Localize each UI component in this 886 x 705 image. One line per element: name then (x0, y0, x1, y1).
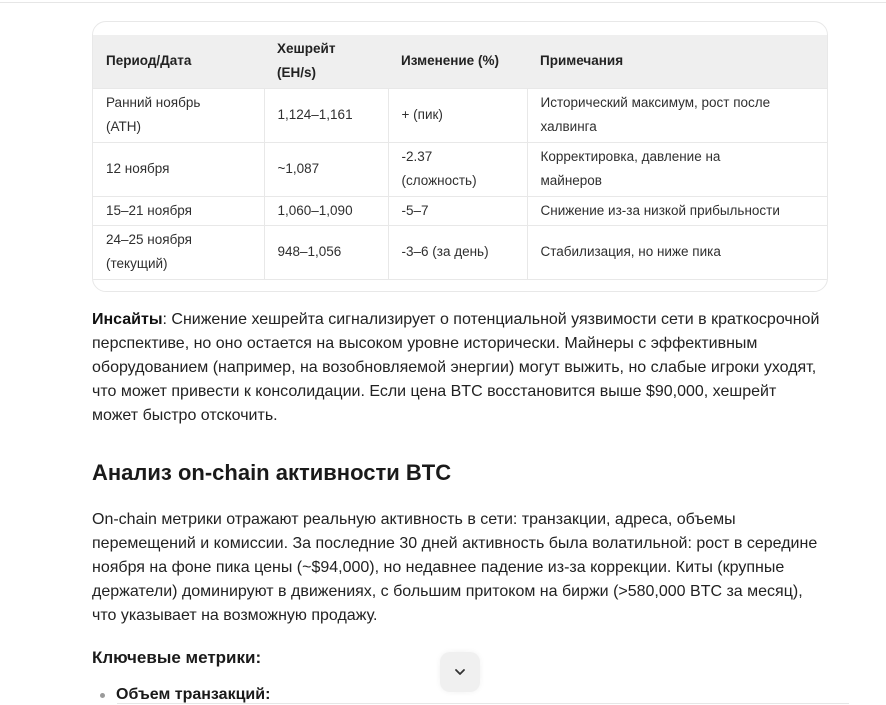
column-header-change: Изменение (%) (388, 35, 527, 88)
insights-text: : Снижение хешрейта сигнализирует о потенциальной уязвимости сети в краткосрочной перспективе, но оно остается на высоком уровне исторически. Майнеры с эффективным оборудованием (например, на возобновляемой энергии) могут выжить, но слабые игроки уходят, что может привести к консолидации. Если цена BTC восстановится выше $90,000, хешрейт может быстро отскочить. (92, 311, 820, 424)
cell-change (388, 142, 527, 196)
scroll-to-bottom-button[interactable] (440, 652, 480, 692)
cell-notes (527, 88, 828, 142)
section-heading: Анализ on-chain активности BTC (92, 460, 452, 485)
cell-notes: Снижение из-за низкой прибыльности (527, 196, 828, 225)
cell-change: -3–6 (за день) (388, 225, 527, 279)
cell-period (93, 88, 264, 142)
hashrate-table-card (92, 21, 828, 292)
list-item (100, 686, 270, 704)
cell-hashrate: ~1,087 (264, 142, 388, 196)
table-header-row (93, 35, 828, 88)
column-header-notes: Примечания (527, 35, 828, 88)
list-item-label: Объем транзакций: (116, 686, 271, 703)
top-divider (0, 2, 886, 3)
table-row (93, 142, 828, 196)
table-row (93, 225, 828, 279)
bullet-icon (100, 693, 105, 698)
cell-text: -2.37 (сложность) (401, 149, 477, 188)
key-metrics-heading: Ключевые метрики: (92, 648, 262, 667)
cell-text: Корректировка, давление на майнеров (540, 149, 721, 188)
cell-hashrate: 948–1,056 (264, 225, 388, 279)
cell-text: Ранний ноябрь (ATH) (106, 95, 201, 134)
cell-notes: Стабилизация, но ниже пика (527, 225, 828, 279)
table-row (93, 196, 828, 225)
cell-change: -5–7 (388, 196, 527, 225)
cell-text: Исторический максимум, рост после халвинга (540, 95, 771, 134)
cell-notes (527, 142, 828, 196)
input-area-divider (117, 703, 849, 704)
hashrate-header-text: Хешрейт (EH/s) (277, 41, 336, 81)
cell-period (93, 225, 264, 279)
cell-hashrate: 1,060–1,090 (264, 196, 388, 225)
column-header-period: Период/Дата (93, 35, 264, 88)
onchain-paragraph: On-chain метрики отражают реальную активность в сети: транзакции, адреса, объемы перемещений и комиссии. За последние 30 дней активность была волатильной: рост в середине ноября на фоне пика цены (~$94,000), но недавнее падение из-за коррекции. Киты (крупные держатели) доминируют в движениях, с большим притоком на биржи (>580,000 BTC за месяц), что указывает на возможную продажу. (92, 511, 818, 624)
chevron-down-icon (454, 668, 466, 676)
cell-period: 15–21 ноября (93, 196, 264, 225)
cell-hashrate: 1,124–1,161 (264, 88, 388, 142)
column-header-hashrate (264, 35, 388, 88)
cell-change: + (пик) (388, 88, 527, 142)
insights-paragraph (92, 308, 822, 428)
insights-label: Инсайты (92, 311, 163, 328)
cell-period: 12 ноября (93, 142, 264, 196)
cell-text: 24–25 ноября (текущий) (106, 232, 192, 271)
table-row (93, 88, 828, 142)
hashrate-table (93, 35, 828, 280)
